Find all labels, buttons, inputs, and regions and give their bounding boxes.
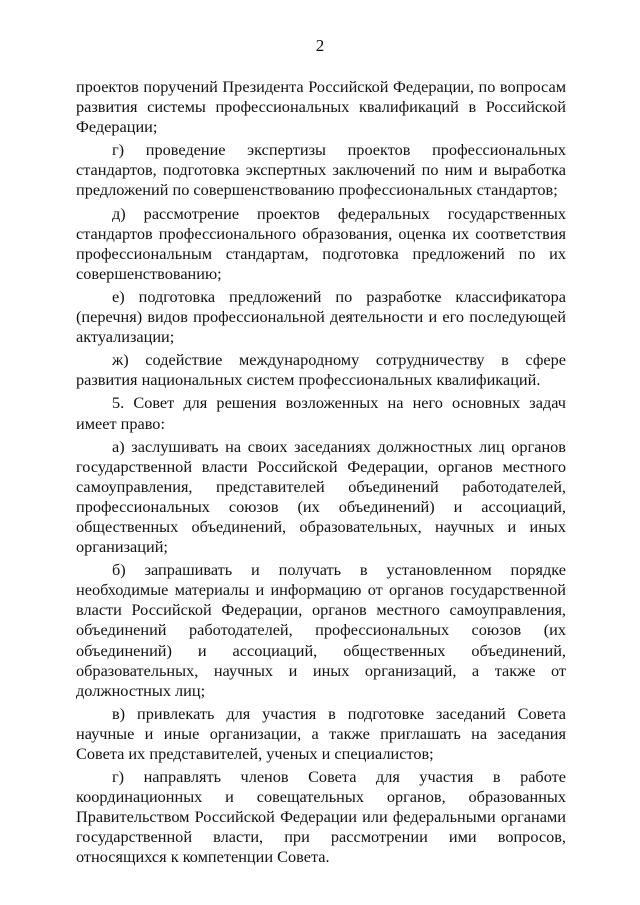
paragraph-item-d-review: д) рассмотрение проектов федеральных государственных стандартов профессионального образования, оценка их соответствия профессиональным стандартам, подготовка предложений по их совершенствованию; bbox=[76, 203, 566, 283]
document-body bbox=[76, 77, 566, 868]
paragraph-item-a-hearing: а) заслушивать на своих заседаниях должностных лиц органов государственной власти Российской Федерации, органов местного самоуправления, представителей объединений работодателей, профессиональных союзов (их объединений) и ассоциаций, общественных объединений, образовательных, научных и иных организаций; bbox=[76, 436, 566, 557]
paragraph-item-g-delegation: г) направлять членов Совета для участия в работе координационных и совещательных органов, образованных Правительством Российской Федерации или федеральными органами государственной власти, при рассмотрении ими вопросов, относящихся к компетенции Совета. bbox=[76, 767, 566, 867]
paragraph-item-g-expertise: г) проведение экспертизы проектов профессиональных стандартов, подготовка экспертных заключений по ним и выработка предложений по совершенствованию профессиональных стандартов; bbox=[76, 140, 566, 200]
paragraph-section-5: 5. Совет для решения возложенных на него основных задач имеет право: bbox=[76, 393, 566, 433]
paragraph-item-v-involvement: в) привлекать для участия в подготовке заседаний Совета научные и иные организации, а также приглашать на заседания Совета их представителей, ученых и специалистов; bbox=[76, 703, 566, 763]
paragraph-item-b-requests: б) запрашивать и получать в установленном порядке необходимые материалы и информацию от органов государственной власти Российской Федерации, органов местного самоуправления, объединений работодателей, профессиональных союзов (их объединений) и ассоциаций, общественных объединений, образовательных, научных и иных организаций, а также от должностных лиц; bbox=[76, 560, 566, 700]
paragraph-item-e-classifier: е) подготовка предложений по разработке классификатора (перечня) видов профессиональной деятельности и его последующей актуализации; bbox=[76, 286, 566, 347]
paragraph-continuation: проектов поручений Президента Российской Федерации, по вопросам развития системы профессиональных квалификаций в Российской Федерации; bbox=[76, 77, 566, 137]
paragraph-item-zh-cooperation: ж) содействие международному сотрудничеству в сфере развития национальных систем профессиональных квалификаций. bbox=[76, 350, 566, 390]
page-number: 2 bbox=[315, 36, 325, 55]
